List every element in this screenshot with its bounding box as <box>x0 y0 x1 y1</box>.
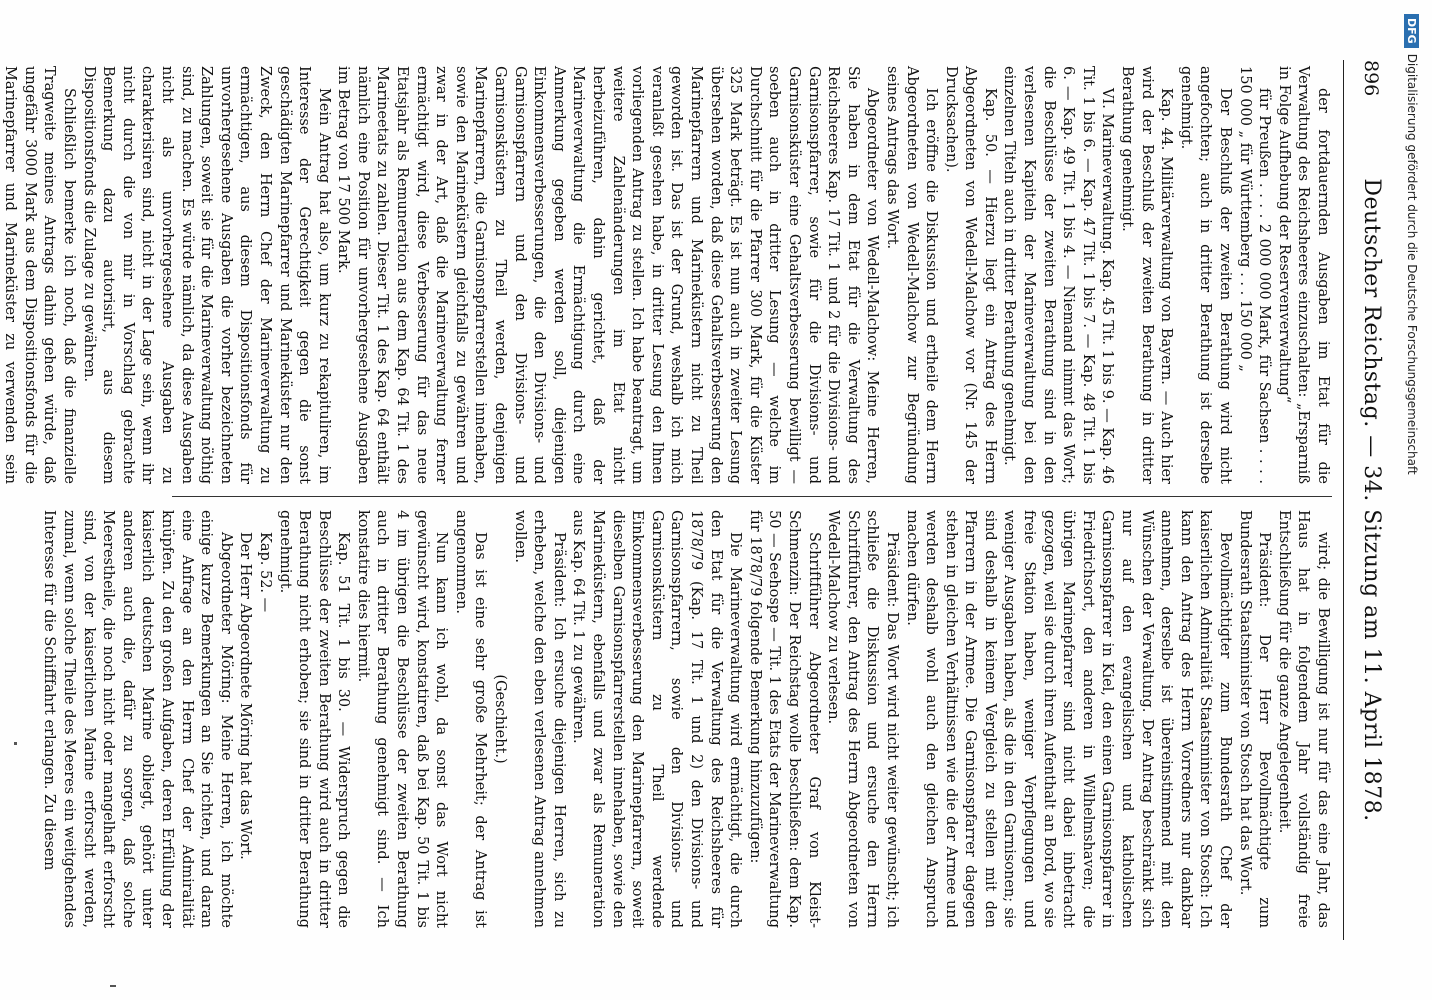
paragraph: Abgeordneter Möring: Meine Herren, ich möchte einige kurze Bemerkungen an Sie richten, und daran eine Anfrage an den Herrn Chef der Admiralität knüpfen. Zu den großen Aufgaben, deren Erfüllung der kaiserlich deutschen Marine obliegt, gehört unter anderen auch die, dafür zu sorgen, daß solche Meerestheile, die noch nicht oder mangelhaft erforscht sind, von der kaiserlichen Marine erforscht werden, zumal, wenn solche Theile des Meeres ein weitgehendes Interesse für die Schifffahrt erlangen. Zu diesem <box>41 510 234 928</box>
paragraph: Kap. 50. — Hierzu liegt ein Antrag des Herrn Abgeordneten von Wedell-Malchow vor (Nr. 145 der Drucksachen). <box>942 66 998 484</box>
page-title: Deutscher Reichstag. — 34. Sitzung am 11. April 1878. <box>1359 178 1384 822</box>
paragraph: für Preußen . . . . 2 000 000 Mark, für Sachsen . . . . 150 000 „ für Württemberg . . . 150 000 „ <box>1236 66 1273 484</box>
paragraph: (Geschieht.) <box>492 674 509 764</box>
paragraph: Das ist eine sehr große Mehrheit; der Antrag ist angenommen. <box>452 510 489 928</box>
left-column <box>2 66 1332 484</box>
page-header <box>1350 60 1390 940</box>
paragraph: Die Marineverwaltung wird ermächtigt, die durch den Etat für die Verwaltung des Reichsheeres für 1878/79 (Kap. 17 Tit. 1 und 2) den Divisions- und Garnisonspfarrern, sowie den Divisions- und Garnisonsküstern zu Theil werdende Einkommensverbesserung den Marinepfarrern, soweit dieselben Garnisonspfarrerstellen innehaben, sowie den Marineküstern, ebenfalls und zwar als Remuneration aus Kap. 64 Tit. 1 zu gewähren. <box>570 510 744 928</box>
paragraph: Präsident: Das Wort wird nicht weiter gewünscht; ich schließe die Diskussion und ersuche den Herrn Schriftführer, den Antrag des Herrn Abgeordneten von Wedell-Malchow zu verlesen. <box>825 510 900 928</box>
paragraph: Präsident: Der Herr Bevollmächtigte zum Bundesrath Staatsminister von Stosch hat das Wort. <box>1236 510 1273 928</box>
column-divider <box>172 496 1332 497</box>
paragraph: Der Beschluß der zweiten Berathung wird nicht angefochten; auch in dritter Berathung ist derselbe genehmigt. <box>1177 66 1234 484</box>
page-number: 896 <box>1360 60 1382 97</box>
paragraph: Mein Antrag hat also, um kurz zu rekapituliren, im Interesse der Gerechtigkeit gegen die sonst geschädigten Marinepfarrer und Marineküster nur den Zweck, den Herrn Chef der Marineverwaltung zu ermächtigen, aus diesem Dispositionsfonds für unvorhergesehene Ausgaben die vorher bezeichneten Zahlungen, soweit sie für die Marineverwaltung nöthig sind, zu machen. Es würde nämlich, da diese Ausgaben nicht als unvorhergesehene Ausgaben zu charakterisiren sind, nicht in der Lage sein, wenn ihr nicht durch die von mir in Vorschlag gebrachte Bemerkung dazu autorisirt, aus diesem Dispositionsfonds die Zulage zu gewähren. <box>80 66 332 484</box>
paragraph: Bevollmächtigter zum Bundesrath Chef der kaiserlichen Admiralität Staatsminister von Stosch: Ich kann den Antrag des Herrn Vorredners nur dankbar annehmen, derselbe ist übereinstimmend mit den Wünschen der Verwaltung. Der Antrag beschränkt sich nur auf den evangelischen und katholischen Garnisonspfarrer in Kiel, den einen Garnisonspfarrer in Friedrichsort, den anderen in Wilhelmshaven; die übrigen Marinepfarrer sind nicht dabei inbetracht gezogen, weil sie durch ihren Aufenthalt an Bord, wo sie freie Station haben, weniger Verpflegungen und weniger Ausgaben haben, als die in den Garnisonen; sie sind deshalb in keinem Vergleich zu stellen mit den Pfarrern in der Armee. Die Garnisonspfarrer dagegen stehen in gleichen Verhältnissen wie die der Armee und werden deshalb wohl auch den gleichen Anspruch machen dürfen. <box>903 510 1234 928</box>
paragraph: Ich eröffne die Diskussion und ertheile dem Herrn Abgeordneten von Wedell-Malchow zur Begründung seines Antrags das Wort. <box>883 66 940 484</box>
paragraph: wird; die Bewilligung ist nur für das eine Jahr, das Haus hat in folgendem Jahr vollständig freie Entschließung für die ganze Angelegenheit. <box>1275 510 1331 928</box>
dfg-logo-icon: DFG <box>1405 14 1420 48</box>
stamp-text: Digitalisierung gefördert durch die Deutsche Forschungsgemeinschaft <box>1405 53 1419 475</box>
right-column <box>41 510 1332 928</box>
digitization-stamp <box>1392 8 1432 992</box>
scan-speck <box>14 742 17 745</box>
paragraph: Schließlich bemerke ich noch, daß die finanzielle Tragweite meines Antrags dahin gehen würde, daß ungefähr 3000 Mark aus dem Dispositionsfonds für die Marinepfarrer und Marineküster zu verwenden sein <box>2 66 77 484</box>
paragraph: Präsident: Ich ersuche diejenigen Herren, sich zu erheben, welche den eben verlesenen Antrag annehmen wollen. <box>511 510 567 928</box>
paragraph: Kap. 51 Tit. 1 bis 30. — Widerspruch gegen die Beschlüsse der zweiten Berathung wird auch in dritter Berathung nicht erhoben; sie sind in dritter Berathung genehmigt. <box>276 510 352 928</box>
paragraph: Nun kann ich wohl, da sonst das Wort nicht gewünscht wird, konstatiren, daß bei Kap. 50 Tit. 1 bis 4 im übrigen die Beschlüsse der zweiten Berathung auch in dritter Berathung genehmigt sind. — Ich konstatire dies hiermit. <box>354 510 450 928</box>
paragraph: VI. Marineverwaltung. Kap. 45 Tit. 1 bis 9. — Kap. 46 Tit. 1 bis 6. — Kap. 47 Tit. 1 bis 7. — Kap. 48 Tit. 1 bis 6. — Kap. 49 Tit. 1 bis 4. — Niemand nimmt das Wort; die Beschlüsse der zweiten Berathung sind in den verlesenen Kapiteln der Marineverwaltung bei den einzelnen Titeln auch in dritter Berathung genehmigt. <box>1001 66 1116 484</box>
paragraph: Schriftführer Abgeordneter Graf von Kleist-Schmenzin: Der Reichstag wolle beschließen: dem Kap. 50 — Seehospe — Tit. 1 des Etats der Marineverwaltung für 1878/79 folgende Bemerkung hinzuzufügen: <box>746 510 822 928</box>
paragraph: Kap. 52. — <box>256 532 273 613</box>
paragraph: Der Herr Abgeordnete Möring hat das Wort. <box>237 532 254 860</box>
paragraph: der fortdauernden Ausgaben im Etat für die Verwaltung des Reichsheeres einzuschalten: „Ersparniß in Folge Aufhebung der Reservenverwaltung“ <box>1275 66 1331 484</box>
header-rule <box>1343 60 1344 940</box>
paragraph: Abgeordneter von Wedell-Malchow: Meine Herren, Sie haben in dem Etat für die Verwaltung des Reichsheeres Kap. 17 Tit. 1 und 2 für die Divisions- und Garnisonspfarrer, sowie für die Divisions- und Garnisonsküster eine Gehaltsverbesserung bewilligt — soeben auch in dritter Lesung — welche im Durchschnitt für die Pfarrer 300 Mark, für die Küster 325 Mark beträgt. Es ist nun auch in zweiter Lesung übersehen worden, daß diese Gehaltsverbesserung den Marinepfarrern und Marineküstern nicht zu Theil geworden ist. Das ist der Grund, weshalb ich mich veranlaßt gesehen habe, in dritter Lesung den Ihnen vorliegenden Antrag zu stellen. Ich habe beantragt, um weitere Zahlenänderungen im Etat nicht herbeizuführen, dahin gerichtet, daß der Marineverwaltung die Ermächtigung durch eine Anmerkung gegeben werden soll, diejenigen Einkommensverbesserungen, die den Divisions- und Garnisonspfarrern und den Divisions- und Garnisonsküstern zu Theil werden, denjenigen Marinepfarrern, die Garnisonspfarrerstellen innehaben, sowie den Marineküstern gleichfalls zu gewähren und zwar in der Art, daß die Marineverwaltung ferner ermächtigt wird, diese Verbesserung für das neue Etatsjahr als Remuneration aus dem Kap. 64 Tit. 1 des Marineetats zu zahlen. Dieser Tit. 1 des Kap. 64 enthält nämlich eine Position für unvorhergesehene Ausgaben im Betrag von 17 500 Mark. <box>335 66 881 484</box>
paragraph: Kap. 44. Militärverwaltung von Bayern. — Auch hier wird der Beschluß der zweiten Berathung in dritter Berathung genehmigt. <box>1119 66 1175 484</box>
scan-speck <box>110 985 116 987</box>
